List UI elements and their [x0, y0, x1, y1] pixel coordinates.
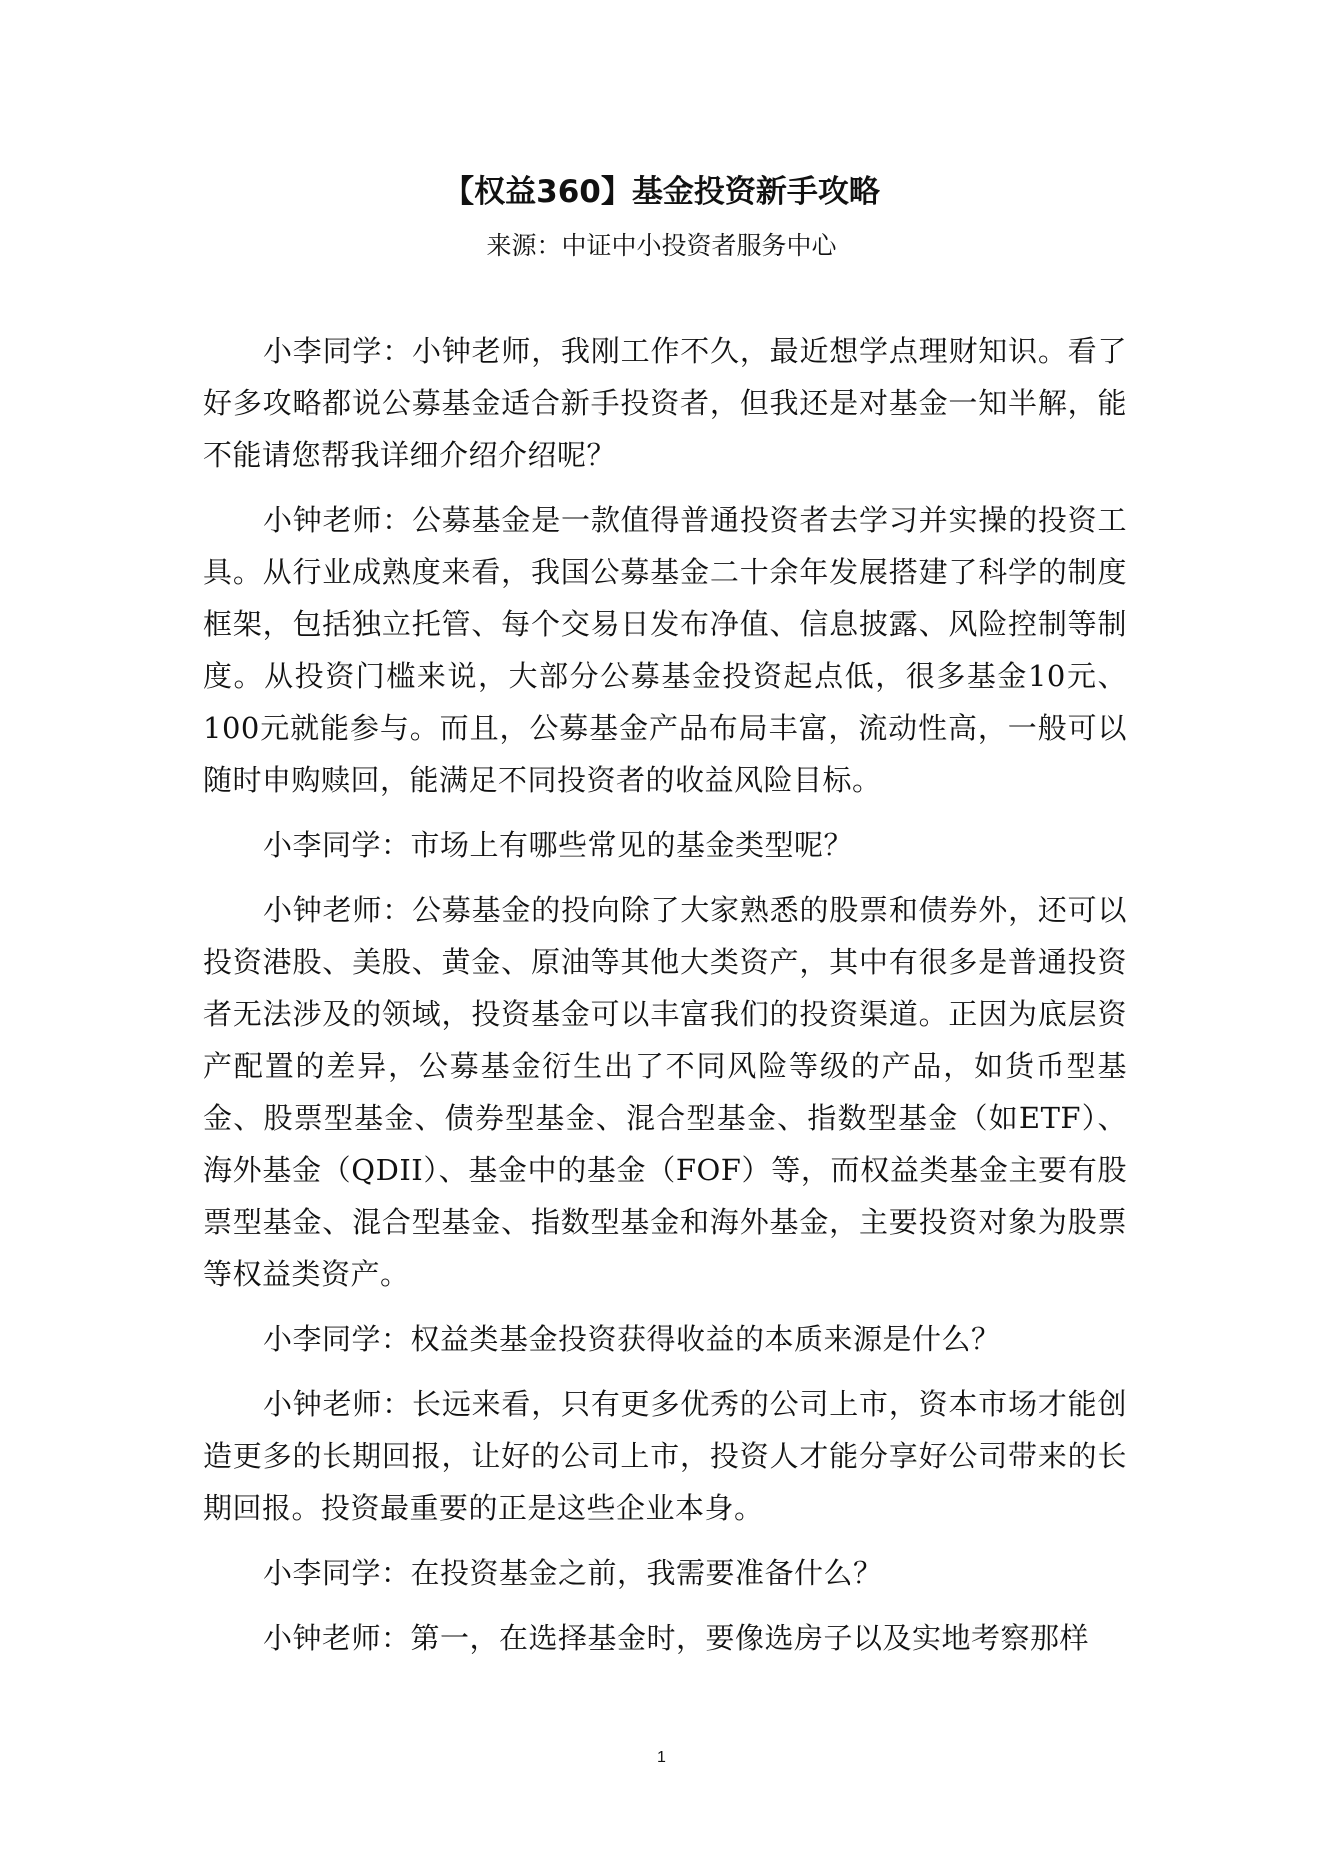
- paragraph-question-2: 小李同学：市场上有哪些常见的基金类型呢？: [263, 828, 854, 862]
- document-body: [203, 325, 1127, 1677]
- page-number: 1: [657, 1749, 666, 1766]
- paragraph-question-3: 小李同学：权益类基金投资获得收益的本质来源是什么？: [263, 1322, 1001, 1356]
- paragraph-answer-3: 小钟老师：长远来看，只有更多优秀的公司上市，资本市场才能创造更多的长期回报，让好的公司上市，投资人才能分享好公司带来的长期回报。投资最重要的正是这些企业本身。: [203, 1387, 1127, 1525]
- document-title: 【权益360】基金投资新手攻略: [443, 174, 880, 210]
- paragraph-question-1: 小李同学：小钟老师，我刚工作不久，最近想学点理财知识。看了好多攻略都说公募基金适合新手投资者，但我还是对基金一知半解，能不能请您帮我详细介绍介绍呢？: [203, 334, 1127, 472]
- paragraph-question-4: 小李同学：在投资基金之前，我需要准备什么？: [263, 1556, 883, 1590]
- paragraph-answer-2: 小钟老师：公募基金的投向除了大家熟悉的股票和债券外，还可以投资港股、美股、黄金、原油等其他大类资产，其中有很多是普通投资者无法涉及的领域，投资基金可以丰富我们的投资渠道。正因为底层资产配置的差异，公募基金衍生出了不同风险等级的产品，如货币型基金、股票型基金、债券型基金、混合型基金、指数型基金（如ETF）、海外基金（QDII）、基金中的基金（FOF）等，而权益类基金主要有股票型基金、混合型基金、指数型基金和海外基金，主要投资对象为股票等权益类资产。: [203, 893, 1127, 1291]
- paragraph-answer-1: 小钟老师：公募基金是一款值得普通投资者去学习并实操的投资工具。从行业成熟度来看，我国公募基金二十余年发展搭建了科学的制度框架，包括独立托管、每个交易日发布净值、信息披露、风险控制等制度。从投资门槛来说，大部分公募基金投资起点低，很多基金10元、100元就能参与。而且，公募基金产品布局丰富，流动性高，一般可以随时申购赎回，能满足不同投资者的收益风险目标。: [203, 503, 1127, 797]
- document-source: 来源：中证中小投资者服务中心: [486, 231, 837, 260]
- paragraph-answer-4: 小钟老师：第一，在选择基金时，要像选房子以及实地考察那样: [263, 1621, 1090, 1655]
